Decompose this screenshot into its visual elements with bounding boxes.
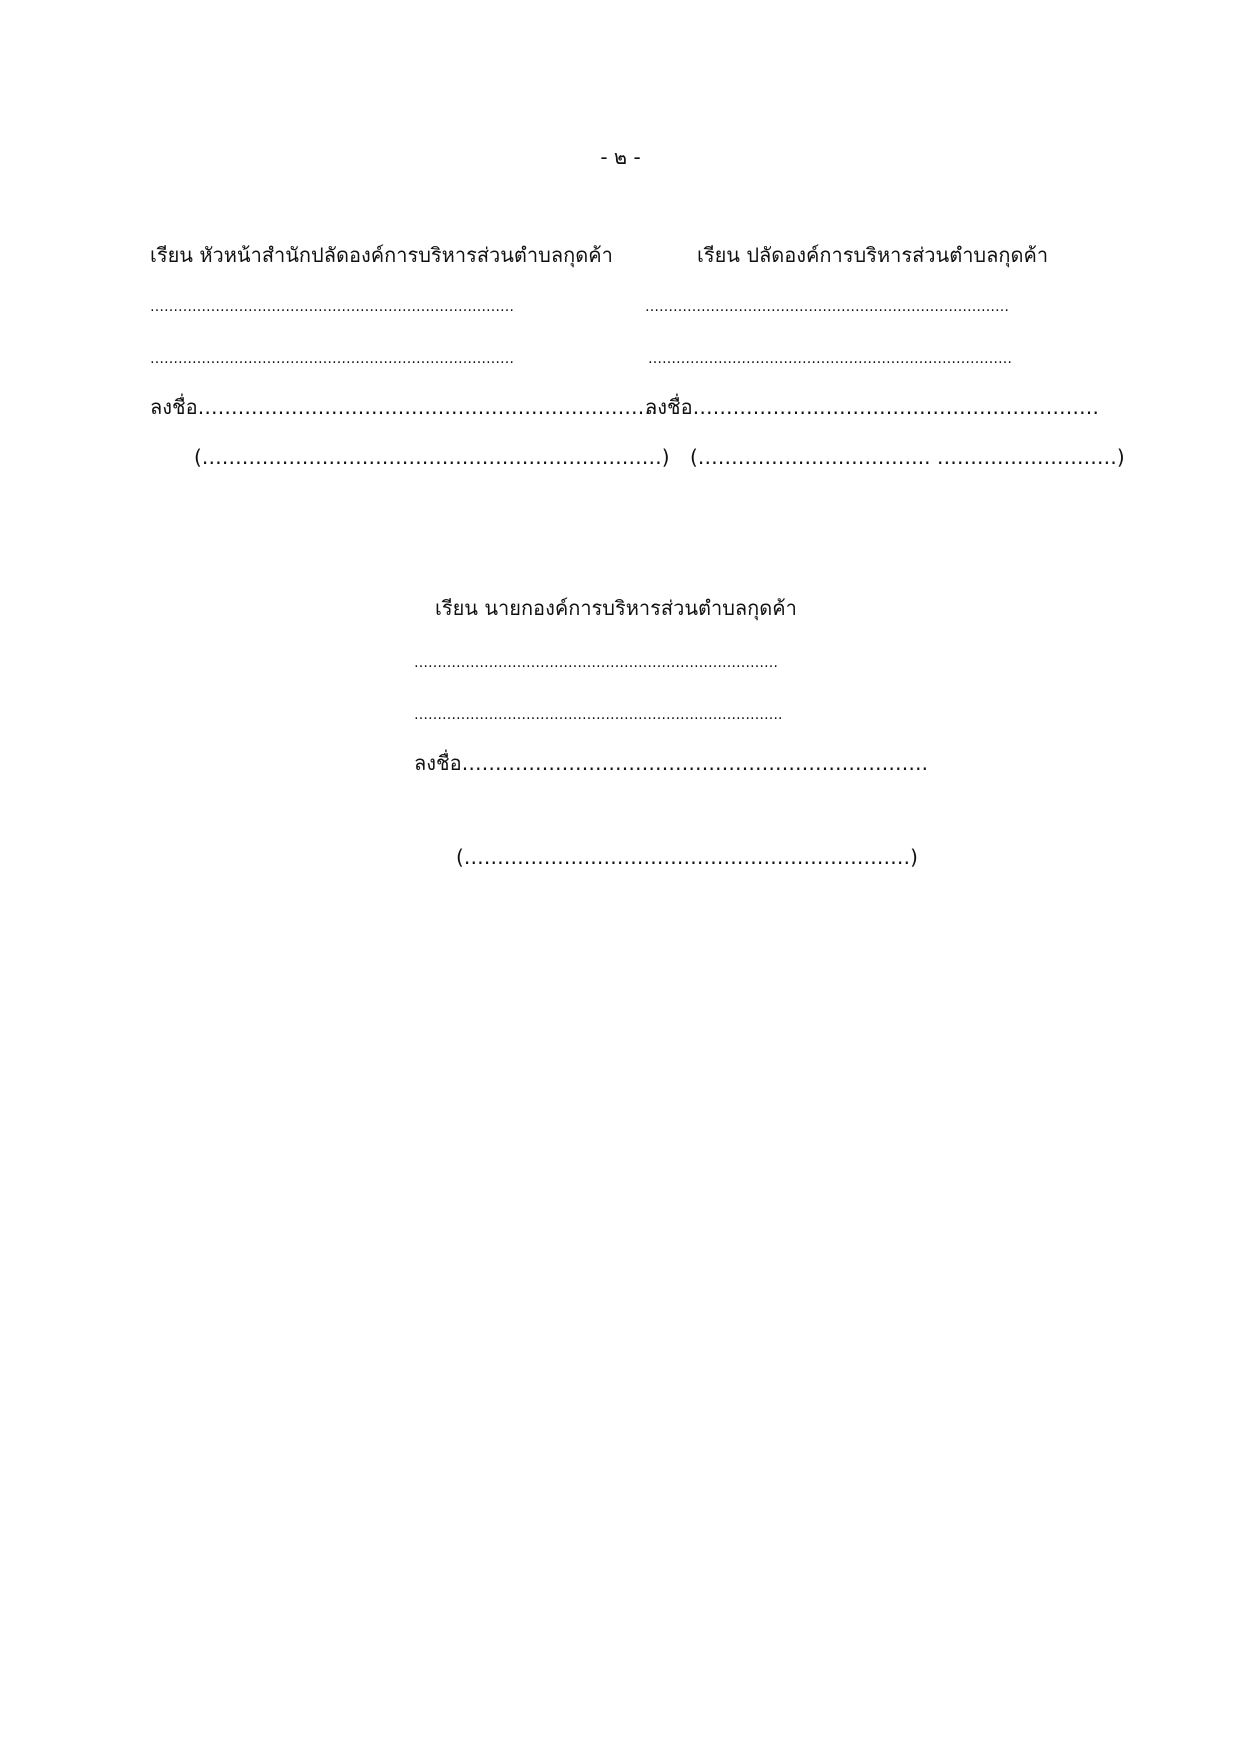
left-dotted-line-2: ……………………………………………………………………: [150, 351, 514, 367]
right-dotted-line-2: ……………………………………………………………………: [648, 351, 1012, 367]
right-heading: เรียน ปลัดองค์การบริหารส่วนตำบลกุดค้า: [697, 243, 1049, 267]
center-heading: เรียน นายกองค์การบริหารส่วนตำบลกุดค้า: [435, 596, 797, 620]
left-dotted-line-1: ……………………………………………………………………: [150, 299, 514, 315]
page-number: - ๒ -: [600, 145, 641, 169]
center-dotted-line-2: …………………………………………………………………….: [414, 707, 783, 723]
left-name-line: (……………………………………………………………): [194, 445, 670, 469]
center-dotted-line-1: ……………………………………………………………………: [414, 655, 778, 671]
left-signature-line: ลงชื่อ……………………………………………………………: [150, 395, 658, 419]
center-name-line: (……………….…………………………………………): [456, 845, 918, 869]
right-dotted-line-1: ……………………………………………………………………: [645, 299, 1009, 315]
left-heading: เรียน หัวหน้าสำนักปลัดองค์การบริหารส่วนตำบลกุดค้า: [150, 243, 613, 267]
right-signature-line: ลงชื่อ……………….……………………………………: [645, 395, 1099, 419]
center-signature-line: ลงชื่อ…………………………………………………………….: [414, 751, 928, 775]
right-name-line: (…………………………….. ………………………): [690, 445, 1125, 469]
